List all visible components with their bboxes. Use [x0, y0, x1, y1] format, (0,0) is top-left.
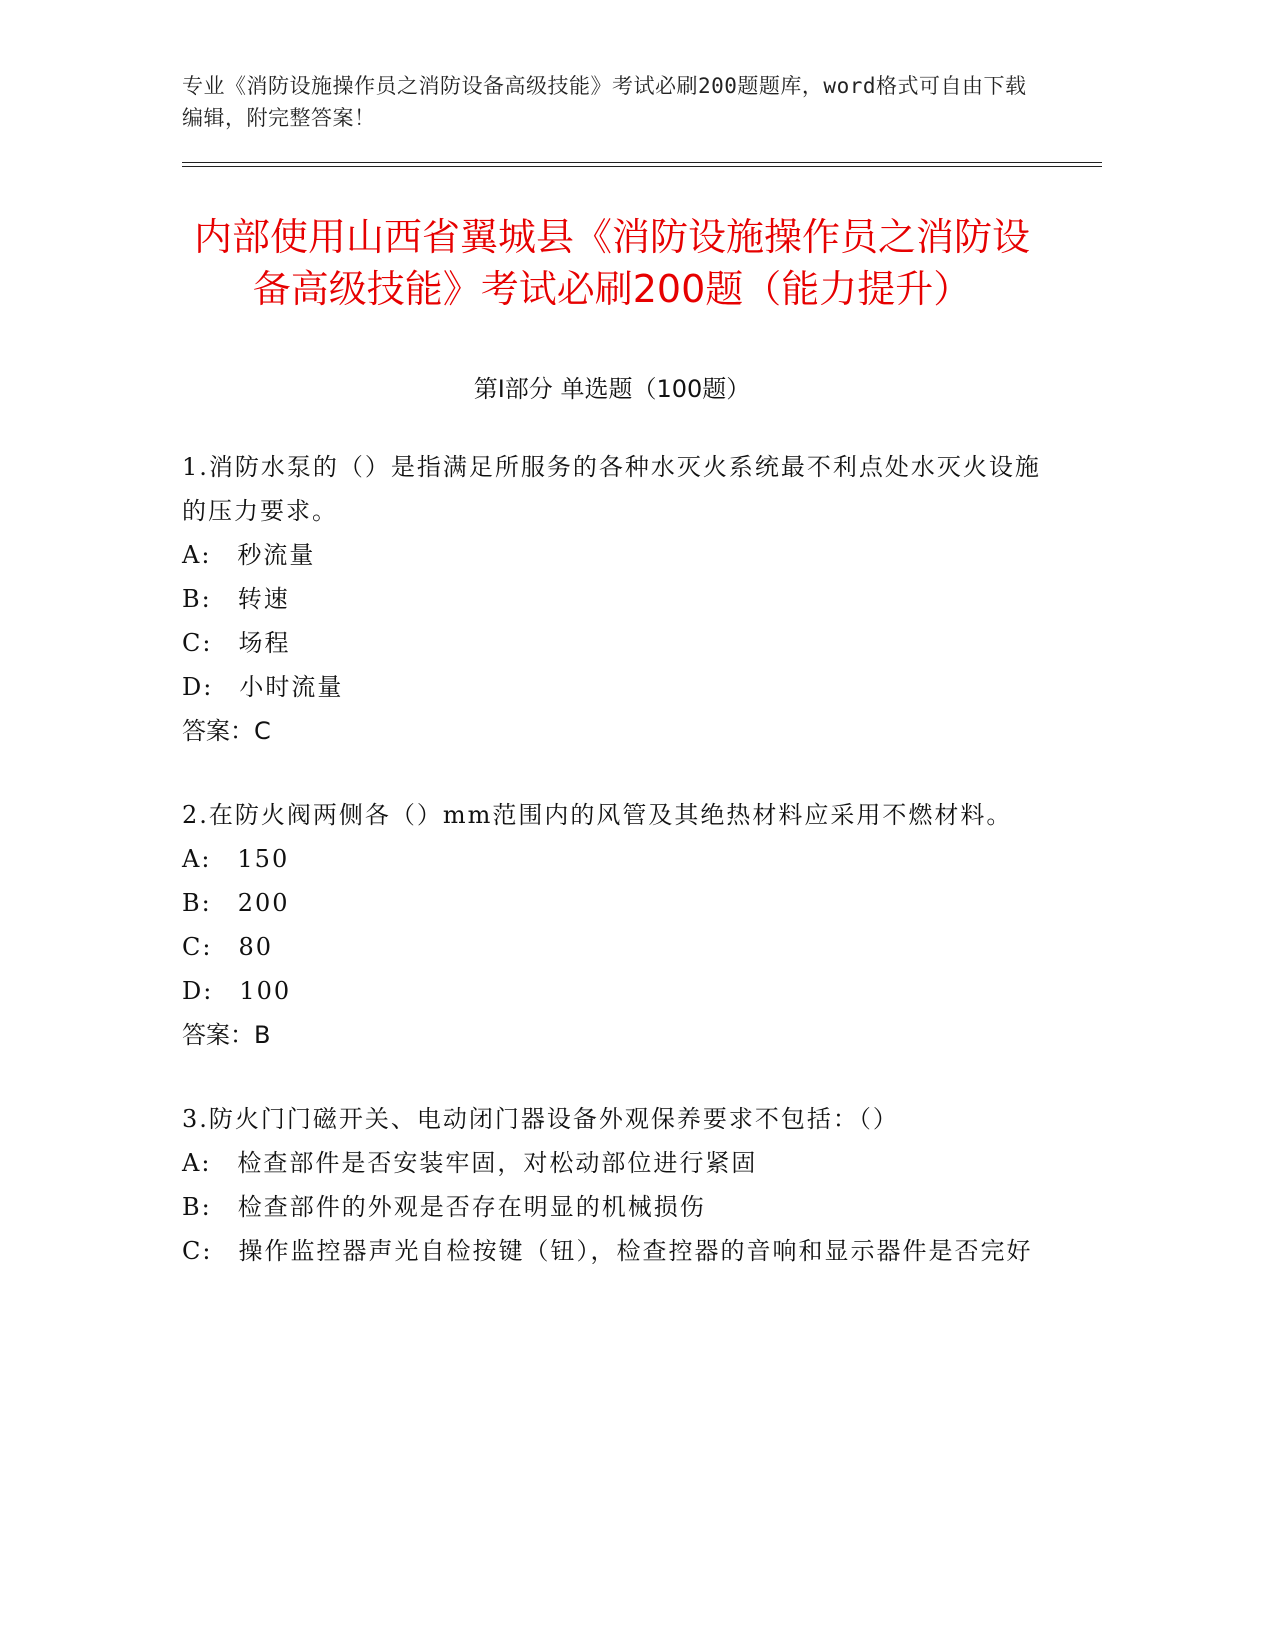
intro-text: 专业《消防设施操作员之消防设备高级技能》考试必刷200题题库，word格式可自由下载编辑，附完整答案！ [182, 74, 1027, 130]
question-2 [182, 793, 1042, 1057]
question-stem: 1.消防水泵的（）是指满足所服务的各种水灭火系统最不利点处水灭火设施的压力要求。 [182, 453, 1041, 525]
document-title: 内部使用山西省翼城县《消防设施操作员之消防设备高级技能》考试必刷200题（能力提升） [193, 215, 1030, 311]
option-c: C: 场程 [182, 629, 291, 657]
option-a: A: 秒流量 [182, 541, 316, 569]
question-3 [182, 1097, 1042, 1273]
divider-line-top [182, 162, 1102, 163]
section-title: 第Ⅰ部分 单选题（100题） [473, 375, 751, 403]
question-stem: 2.在防火阀两侧各（）mm范围内的风管及其绝热材料应采用不燃材料。 [182, 801, 1013, 829]
option-b: B: 转速 [182, 585, 290, 613]
answer-line: 答案：C [182, 717, 271, 745]
option-d: D: 小时流量 [182, 673, 344, 701]
answer-line: 答案：B [182, 1021, 271, 1049]
option-b: B: 200 [182, 889, 290, 917]
option-a: A: 检查部件是否安装牢固，对松动部位进行紧固 [182, 1149, 758, 1177]
header-divider [182, 162, 1102, 167]
question-1 [182, 445, 1042, 753]
document-page [182, 70, 1102, 1273]
question-stem: 3.防火门门磁开关、电动闭门器设备外观保养要求不包括：（） [182, 1105, 899, 1133]
option-c: C: 80 [182, 933, 273, 961]
option-d: D: 100 [182, 977, 292, 1005]
option-c: C: 操作监控器声光自检按键（钮），检查控器的音响和显示器件是否完好 [182, 1237, 1033, 1265]
option-a: A: 150 [182, 845, 290, 873]
option-b: B: 检查部件的外观是否存在明显的机械损伤 [182, 1193, 706, 1221]
divider-line-bottom [182, 166, 1102, 167]
